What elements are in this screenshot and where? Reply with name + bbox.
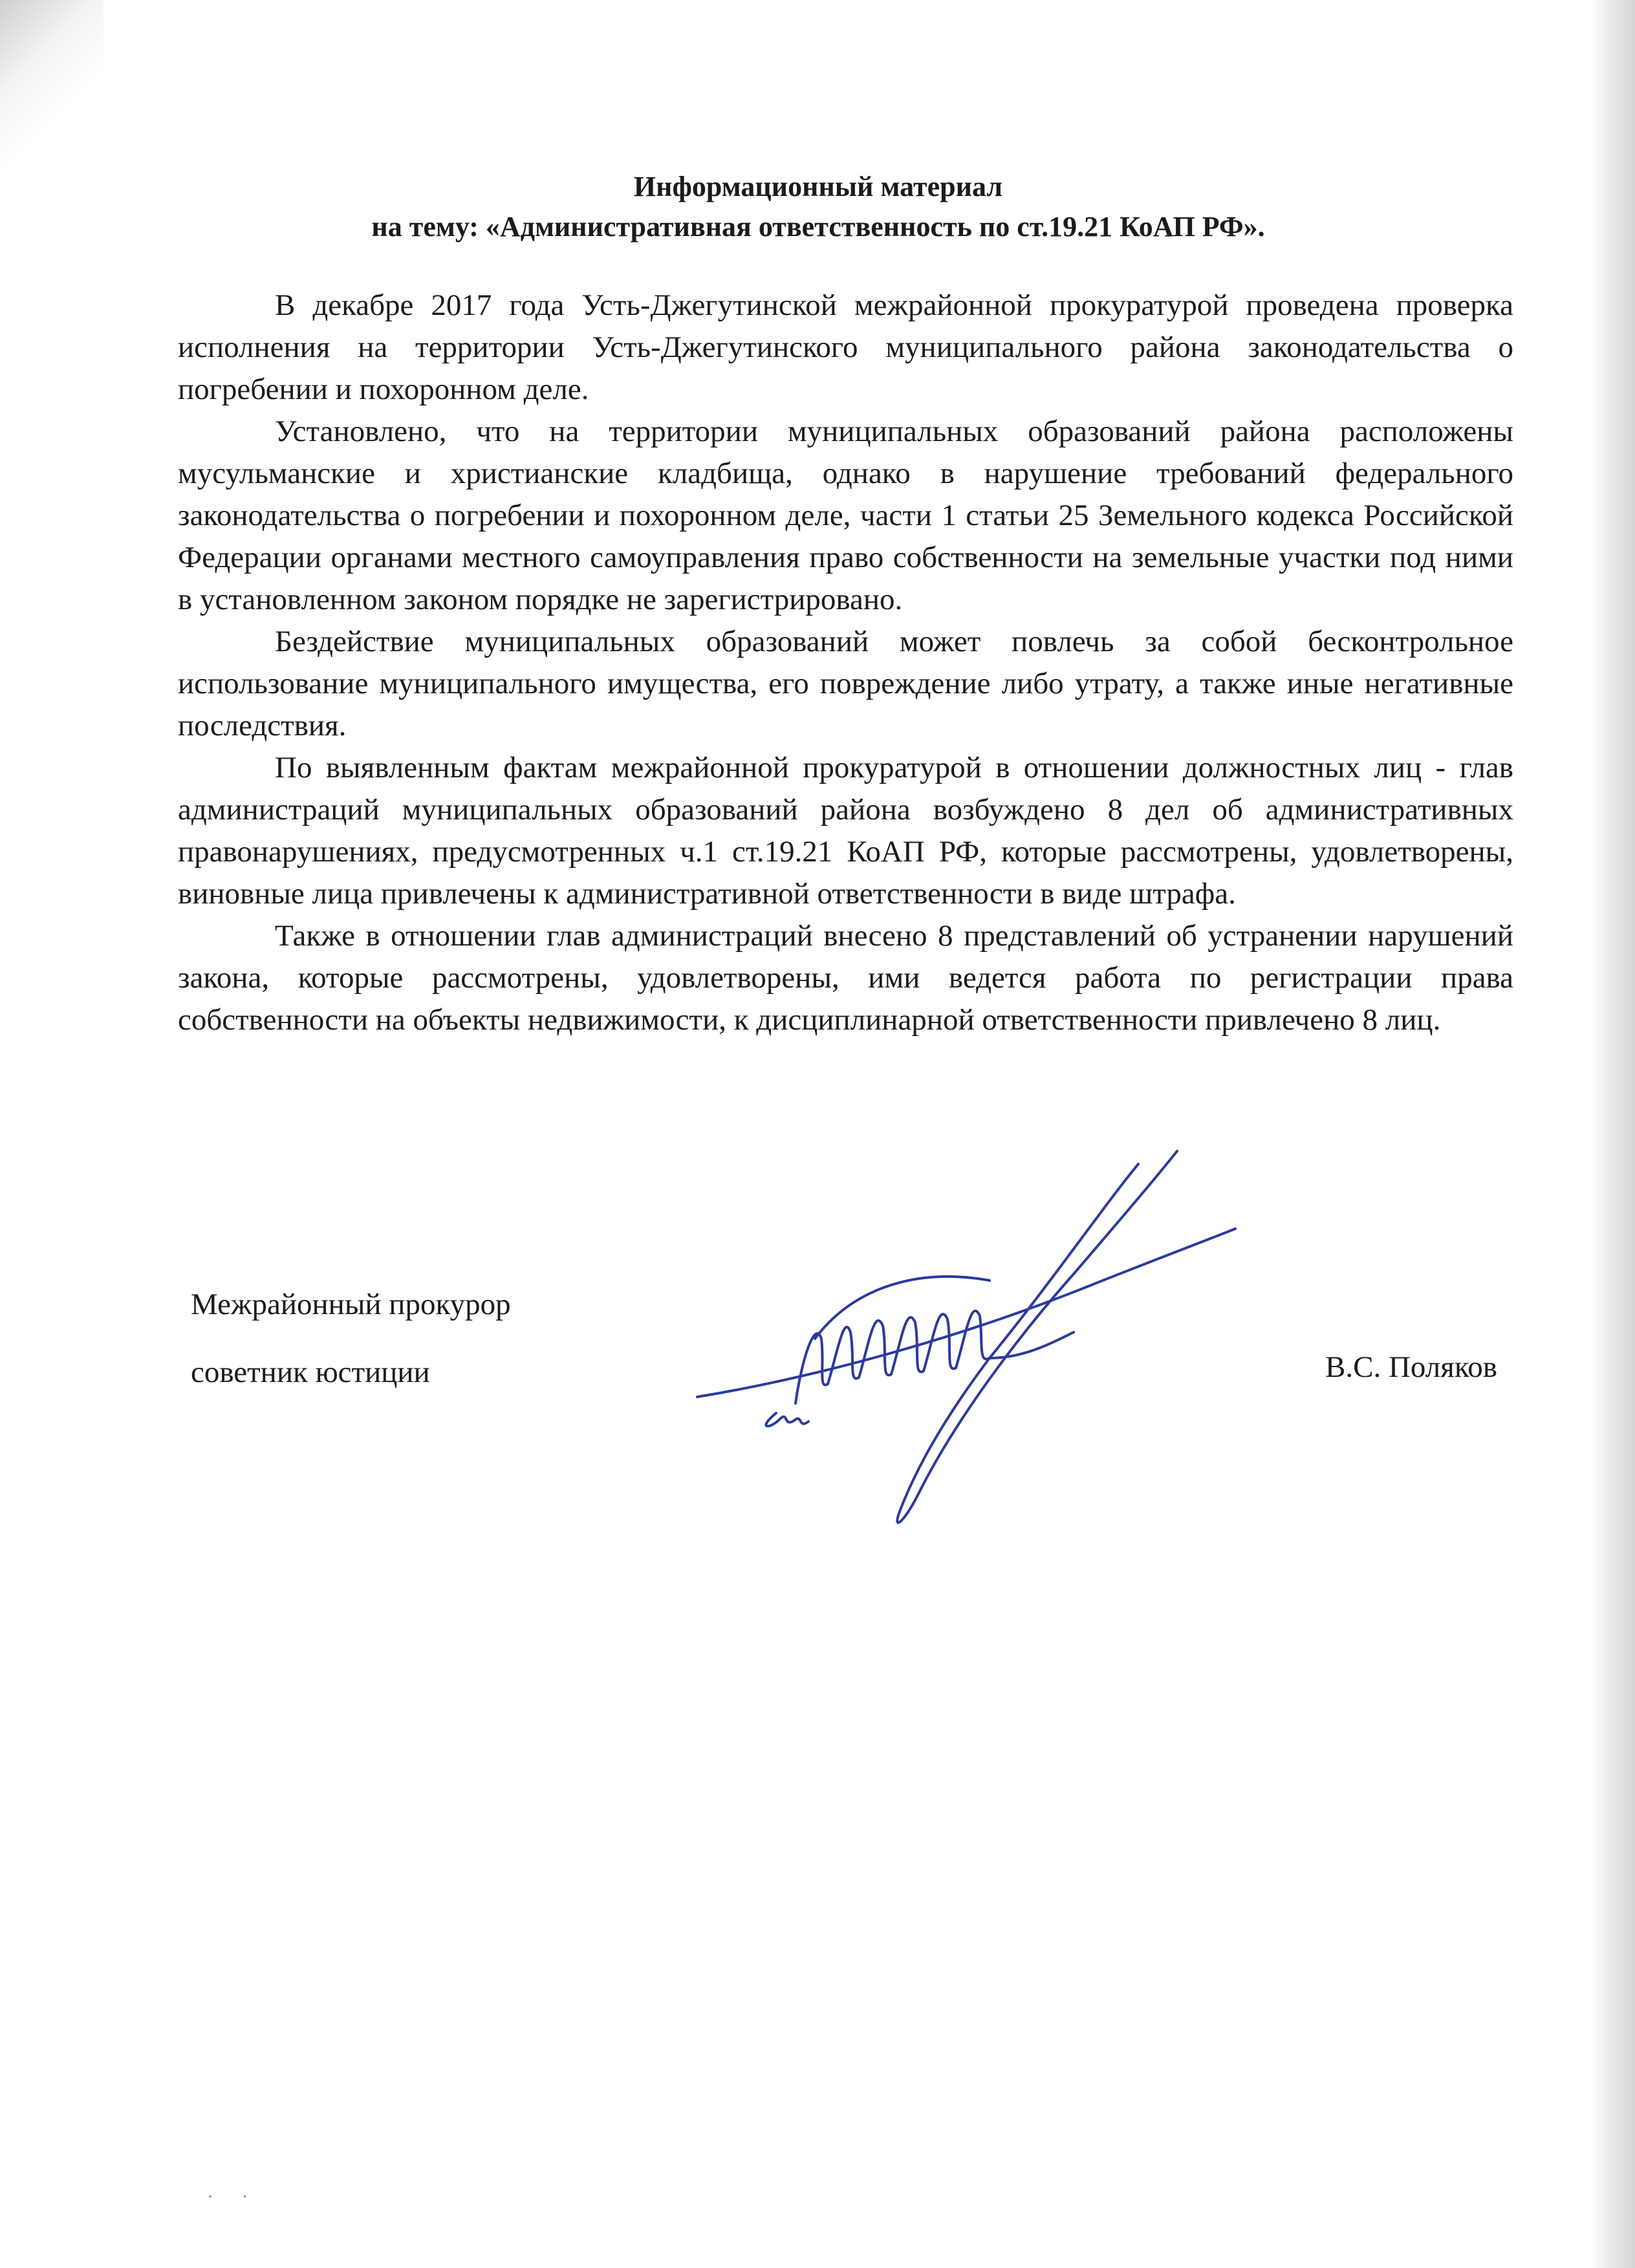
paragraph-1: В декабре 2017 года Усть-Джегутинской межрайонной прокуратурой проведена проверка исполнения на территории Усть-Джегутинского муниципального района законодательства о погребении и похоронном деле. <box>178 288 1513 406</box>
scan-shadow-corner <box>0 0 103 220</box>
scan-shadow-edge <box>1590 0 1635 2268</box>
signer-name: В.С. Поляков <box>1325 1350 1497 1384</box>
scan-noise: · · <box>207 2186 260 2207</box>
paragraph-3: Бездействие муниципальных образований может повлечь за собой бесконтрольное использование муниципального имущества, его повреждение либо утрату, а также иные негативные последствия. <box>178 625 1513 742</box>
title-line-2: на тему: «Административная ответственность по ст.19.21 КоАП РФ». <box>371 211 1265 243</box>
handwritten-signature <box>686 1125 1242 1539</box>
document-header <box>129 167 1507 247</box>
paragraph-4: По выявленным фактам межрайонной прокуратурой в отношении должностных лиц - глав администраций муниципальных образований района возбуждено 8 дел об административных правонарушениях, предусмотренных ч.1 ст.19.21 КоАП РФ, которые рассмотрены, удовлетворены, виновные лица привлечены к административной ответственности в виде штрафа. <box>178 751 1513 911</box>
paragraph-5: Также в отношении глав администраций внесено 8 представлений об устранении нарушений закона, которые рассмотрены, удовлетворены, ими ведется работа по регистрации права собственности на объекты недвижимости, к дисциплинарной ответственности привлечено 8 лиц. <box>178 919 1513 1037</box>
signer-rank: советник юстиции <box>191 1355 430 1389</box>
title-line-1: Информационный материал <box>633 171 1003 202</box>
paragraph-2: Установлено, что на территории муниципальных образований района расположены мусульманские и христианские кладбища, однако в нарушение требований федерального законодательства о погребении и похоронном деле, части 1 статьи 25 Земельного кодекса Российской Федерации органами местного самоуправления право собственности на земельные участки под ними в установленном законом порядке не зарегистрировано. <box>178 415 1513 616</box>
signer-position: Межрайонный прокурор <box>191 1288 511 1321</box>
document-body <box>178 285 1513 1041</box>
